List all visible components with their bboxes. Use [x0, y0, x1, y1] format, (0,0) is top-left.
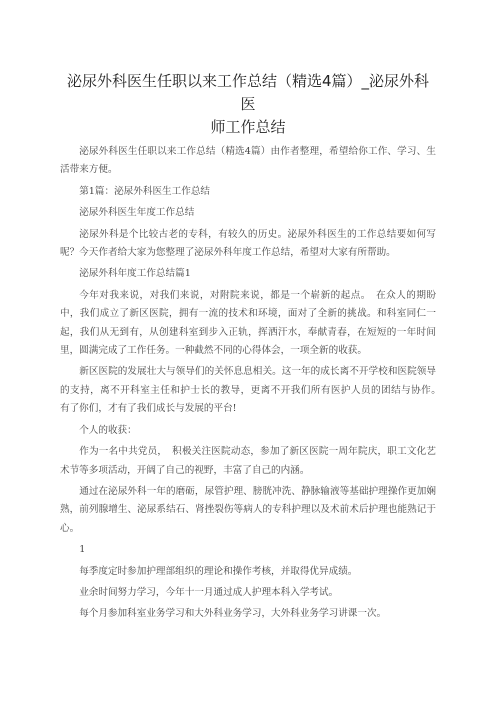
subsection-heading: 泌尿外科医生年度工作总结: [79, 207, 195, 219]
intro-paragraph: 泌尿外科医生任职以来工作总结（精选4篇）由作者整理，希望给你工作、学习、生活带来方便。: [60, 146, 436, 176]
subsection-heading: 个人的收获：: [79, 424, 137, 436]
body-paragraph: 作为一名中共党员， 积极关注医院动态，参加了新区医院一周年院庆，职工文化艺术节等多项活动，开阔了自己的视野，丰富了自己的内涵。: [60, 446, 436, 476]
body-paragraph: 通过在泌尿外科一年的磨砺，尿管护理、膀胱冲洗、静脉输液等基础护理操作更加娴熟，前列腺增生、泌尿系结石、肾挫裂伤等病人的专科护理以及术前术后护理也能熟记于心。: [60, 485, 436, 534]
body-paragraph: 每季度定时参加护理部组织的理论和操作考核，并取得优异成绩。: [79, 565, 358, 577]
list-number: 1: [79, 544, 86, 556]
body-paragraph: 泌尿外科是个比较古老的专科，有较久的历史。泌尿外科医生的工作总结要如何写呢？今天作者给大家为您整理了泌尿外科年度工作总结，希望对大家有所帮助。: [60, 228, 436, 259]
body-paragraph: 业余时间努力学习，今年十一月通过成人护理本科入学考试。: [79, 586, 339, 598]
body-paragraph: 新区医院的发展壮大与领导们的关怀息息相关。这一年的成长离不开学校和医院领导的支持，离不开科室主任和护士长的教导，更离不开我们所有医护人员的团结与协作。 有了你们，才有了我们成长与发展的平台!: [60, 366, 446, 415]
body-paragraph: 每个月参加科室业务学习和大外科业务学习，大外科业务学习讲课一次。: [79, 608, 387, 620]
title-line-1: 泌尿外科医生任职以来工作总结（精选4篇）_泌尿外科医: [66, 72, 430, 113]
body-paragraph: 今年对我来说，对我们来说，对附院来说，都是一个崭新的起点。 在众人的期盼中，我们成立了新区医院，拥有一流的技术和环境，面对了全新的挑战。和科室同仁一起，我们从无到有，从创建科室到步入正轨，挥洒汗水，奉献青春，在短短的一年时间里，圆满完成了工作任务。一种截然不同的心得体会，一项全新的收获。: [60, 289, 436, 357]
document-title: [60, 70, 436, 139]
subsection-heading: 泌尿外科年度工作总结篇1: [79, 268, 191, 280]
title-line-2: 师工作总结: [210, 118, 286, 136]
section-heading: 第1篇：泌尿外科医生工作总结: [79, 185, 211, 197]
